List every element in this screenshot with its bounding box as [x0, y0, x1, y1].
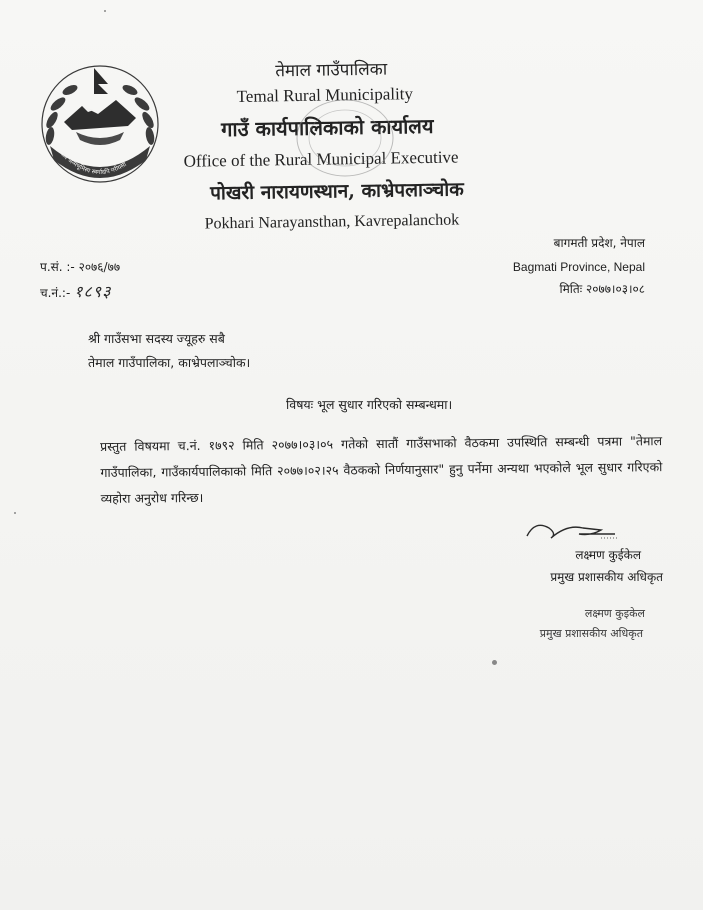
location-en: Pokhari Narayansthan, Kavrepalanchok — [204, 211, 460, 233]
ps-label: प.सं. :- — [40, 260, 75, 274]
letter-date: मितिः २०७७।०३।०८ — [559, 282, 645, 296]
municipality-name-en: Temal Rural Municipality — [236, 84, 414, 106]
office-name-en: Office of the Rural Municipal Executive — [183, 147, 459, 171]
scan-speck — [104, 10, 106, 12]
chn-value-handwritten: १८९३ — [74, 282, 112, 301]
signature-block — [493, 514, 663, 644]
addressee-line-1: श्री गाउँसभा सदस्य ज्यूहरु सबै — [88, 331, 225, 346]
province-np: बागमती प्रदेश, नेपाल — [553, 236, 645, 250]
signatory-name: लक्ष्मण कुईकेल — [575, 548, 641, 562]
nepal-emblem-icon — [36, 60, 164, 188]
svg-text:जय जन्मभूमिस्य स्वर्गादपि गरीय: जय जन्मभूमिस्य स्वर्गादपि गरीयसी — [58, 150, 128, 177]
stamp-name: लक्ष्मण कुइकेल — [584, 607, 645, 620]
addressee-line-2: तेमाल गाउँपालिका, काभ्रेपलाञ्चोक। — [88, 355, 251, 370]
office-name-np: गाउँ कार्यपालिकाको कार्यालय — [220, 113, 434, 142]
signature-icon — [521, 514, 621, 544]
scan-speck — [14, 512, 16, 514]
scan-speck — [492, 660, 497, 665]
letter-subject: विषयः भूल सुधार गरिएको सम्बन्धमा। — [286, 397, 453, 412]
reference-ps — [40, 258, 120, 275]
ps-value: २०७६/७७ — [78, 260, 121, 274]
letter-body: प्रस्तुत विषयमा च.नं. १७९२ मिति २०७७।०३।०५ गतेको सातौं गाउँसभाको वैठकमा उपस्थिति सम्बन्धी पत्रमा "तेमाल गाउँपालिका, गाउँकार्यपालिकाको मिति २०७७।०२।२५ वैठकको निर्णयानुसार" हुनु पर्नेमा अन्यथा भएकोले भूल सुधार गरिएको व्यहोरा अनुरोध गरिन्छ। — [100, 433, 663, 506]
stamp-title: प्रमुख प्रशासकीय अधिकृत — [539, 627, 643, 640]
letterhead — [170, 49, 590, 233]
reference-chn — [40, 280, 111, 302]
chn-label: च.नं.:- — [40, 286, 71, 300]
signatory-title: प्रमुख प्रशासकीय अधिकृत — [550, 570, 663, 584]
province-en: Bagmati Province, Nepal — [512, 260, 645, 274]
municipality-name-np: तेमाल गाउँपालिका — [275, 59, 388, 82]
office-seal-icon — [285, 92, 405, 182]
location-np: पोखरी नारायणस्थान, काभ्रेपलाञ्चोक — [209, 178, 464, 205]
